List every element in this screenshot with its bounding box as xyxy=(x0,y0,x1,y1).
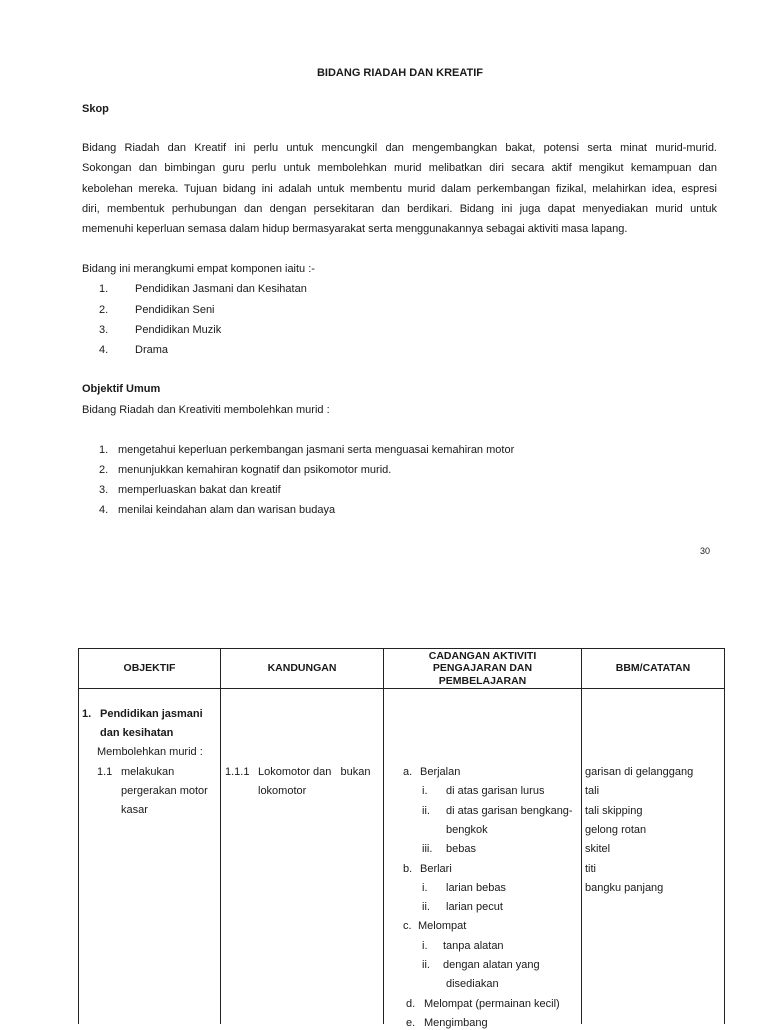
table-border-top xyxy=(78,648,725,649)
objektif-section-title: Pendidikan jasmani xyxy=(100,708,203,720)
aktiviti-marker: ii. xyxy=(422,959,430,971)
objektif-intro: Membolehkan murid : xyxy=(97,746,203,758)
objektif-section-title: dan kesihatan xyxy=(100,727,174,739)
komponen-item: Pendidikan Muzik xyxy=(135,324,222,336)
aktiviti-marker: c. xyxy=(403,920,412,932)
header-bbm: BBM/CATATAN xyxy=(615,662,691,674)
skop-line: memenuhi keperluan semasa dalam hidup bermasyarakat serta menggunakannya sebagai aktiviti masa lapang. xyxy=(82,223,628,236)
aktiviti-item: Mengimbang xyxy=(424,1017,488,1029)
bbm-item: garisan di gelanggang xyxy=(585,766,694,778)
aktiviti-item: tanpa alatan xyxy=(443,940,504,952)
aktiviti-marker: iii. xyxy=(422,843,433,855)
objektif-item: memperluaskan bakat dan kreatif xyxy=(118,484,281,496)
objektif-item: menilai keindahan alam dan warisan budaya xyxy=(118,504,336,516)
objektif-sub-text: pergerakan motor xyxy=(121,785,208,797)
bbm-item: tali xyxy=(585,785,600,797)
page-number: 30 xyxy=(700,546,711,556)
aktiviti-marker: d. xyxy=(406,998,416,1010)
bbm-item: titi xyxy=(585,863,596,875)
aktiviti-item: bebas xyxy=(446,843,476,855)
objektif-number: 3. xyxy=(99,484,109,496)
aktiviti-item: di atas garisan lurus xyxy=(446,785,545,797)
bbm-item: tali skipping xyxy=(585,805,643,817)
kandungan-text: lokomotor xyxy=(258,785,307,797)
komponen-item: Drama xyxy=(135,344,169,356)
aktiviti-marker: i. xyxy=(422,940,428,952)
aktiviti-item: Melompat xyxy=(418,920,467,932)
table-column-divider xyxy=(581,648,582,1024)
skop-line: diri, membentuk perhubungan dan dengan persekitaran dan berdikari. Bidang ini juga dapat menyediakan murid untuk xyxy=(82,202,717,215)
page-title: BIDANG RIADAH DAN KREATIF xyxy=(316,67,483,79)
aktiviti-item: di atas garisan bengkang- xyxy=(446,805,573,817)
objektif-section-number: 1. xyxy=(82,708,92,720)
skop-line: Sokongan dan bimbingan guru perlu untuk membolehkan murid melibatkan diri secara aktif mengikut kemampuan dan xyxy=(82,162,717,175)
komponen-number: 1. xyxy=(99,283,109,295)
aktiviti-marker: a. xyxy=(403,766,413,778)
komponen-number: 4. xyxy=(99,344,109,356)
aktiviti-marker: ii. xyxy=(422,805,430,817)
table-border-right xyxy=(724,648,725,1024)
aktiviti-item: bengkok xyxy=(446,824,488,836)
header-cadangan-line: PENGAJARAN DAN xyxy=(432,662,533,674)
aktiviti-item: Berjalan xyxy=(420,766,461,778)
aktiviti-marker: i. xyxy=(422,882,428,894)
komponen-item: Pendidikan Seni xyxy=(135,304,215,316)
objektif-sub-number: 1.1 xyxy=(97,766,113,778)
aktiviti-item: larian pecut xyxy=(446,901,503,913)
komponen-number: 2. xyxy=(99,304,109,316)
bbm-item: gelong rotan xyxy=(585,824,647,836)
aktiviti-marker: e. xyxy=(406,1017,416,1029)
bbm-item: skitel xyxy=(585,843,611,855)
objektif-umum-intro: Bidang Riadah dan Kreativiti membolehkan murid : xyxy=(82,404,330,416)
objektif-number: 1. xyxy=(99,444,109,456)
header-cadangan-line: CADANGAN AKTIVITI xyxy=(428,650,537,662)
aktiviti-marker: ii. xyxy=(422,901,430,913)
kandungan-number: 1.1.1 xyxy=(225,766,250,778)
header-kandungan: KANDUNGAN xyxy=(267,662,337,674)
aktiviti-item: disediakan xyxy=(446,978,499,990)
table-border-left xyxy=(78,648,79,1024)
aktiviti-marker: i. xyxy=(422,785,428,797)
table-column-divider xyxy=(383,648,384,1024)
skop-heading: Skop xyxy=(82,103,109,115)
objektif-item: menunjukkan kemahiran kognatif dan psikomotor murid. xyxy=(118,464,392,476)
komponen-item: Pendidikan Jasmani dan Kesihatan xyxy=(135,283,307,295)
objektif-number: 2. xyxy=(99,464,109,476)
bbm-item: bangku panjang xyxy=(585,882,664,894)
header-objektif: OBJEKTIF xyxy=(123,662,176,674)
table-column-divider xyxy=(220,648,221,1024)
header-cadangan-line: PEMBELAJARAN xyxy=(438,675,527,687)
table-header-divider xyxy=(78,688,725,689)
objektif-item: mengetahui keperluan perkembangan jasmani serta menguasai kemahiran motor xyxy=(118,444,515,456)
komponen-number: 3. xyxy=(99,324,109,336)
aktiviti-item: Berlari xyxy=(420,863,452,875)
komponen-intro: Bidang ini merangkumi empat komponen iaitu :- xyxy=(82,263,315,275)
skop-line: kebolehan mereka. Tujuan bidang ini adalah untuk membentu murid dalam perkembangan fizikal, melahirkan idea, espresi xyxy=(82,182,717,195)
aktiviti-item: Melompat (permainan kecil) xyxy=(424,998,560,1010)
objektif-sub-text: kasar xyxy=(121,804,148,816)
objektif-umum-heading: Objektif Umum xyxy=(82,383,161,395)
aktiviti-item: larian bebas xyxy=(446,882,506,894)
aktiviti-marker: b. xyxy=(403,863,413,875)
aktiviti-item: dengan alatan yang xyxy=(443,959,540,971)
skop-line: Bidang Riadah dan Kreatif ini perlu untuk mencungkil dan mengembangkan bakat, potensi serta minat murid-murid. xyxy=(82,142,717,154)
objektif-number: 4. xyxy=(99,504,109,516)
objektif-sub-text: melakukan xyxy=(121,766,175,778)
kandungan-text: Lokomotor dan bukan xyxy=(258,766,371,778)
